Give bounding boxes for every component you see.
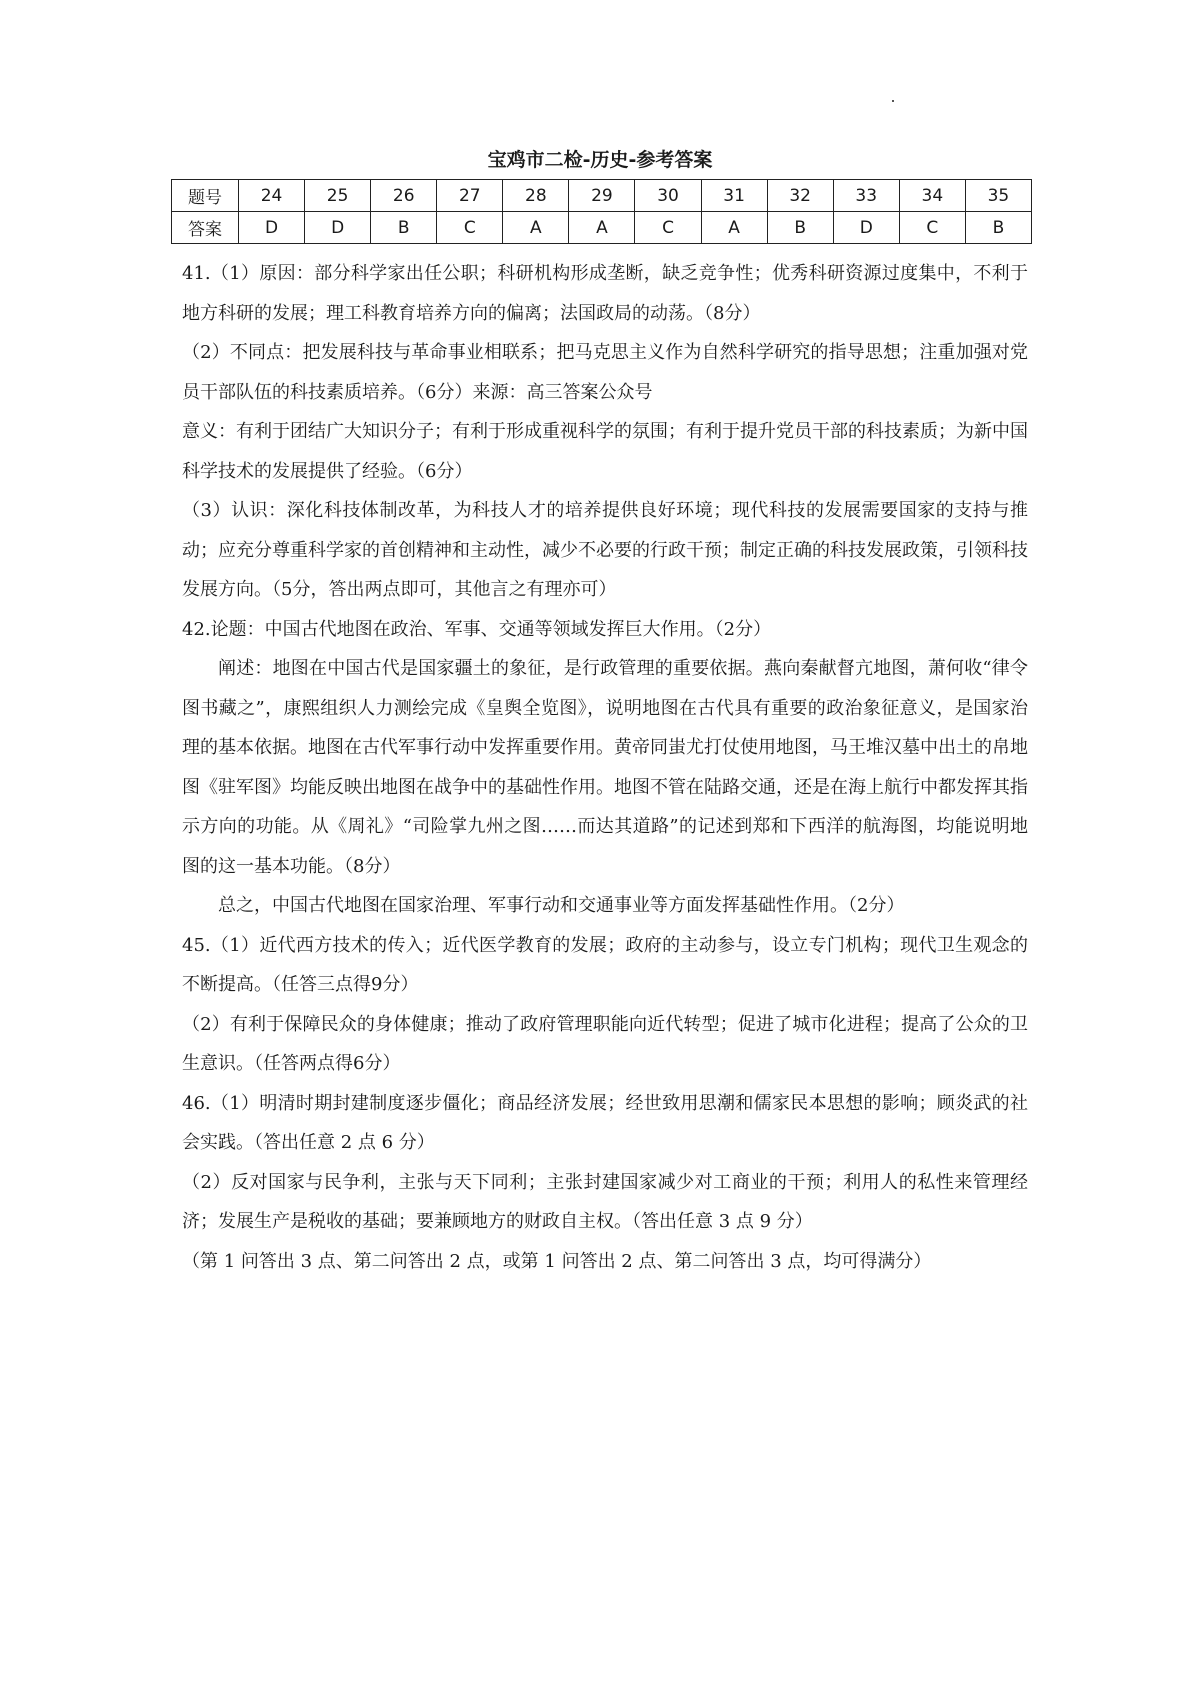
answer-cell: A xyxy=(701,212,767,244)
answer-row xyxy=(172,212,1032,244)
q41-part2-significance-paragraph: 意义：有利于团结广大知识分子；有利于形成重视科学的氛围；有利于提升党员干部的科技素质；为新中国科学技术的发展提供了经验。（6分） xyxy=(182,421,1028,482)
question-number-cell: 30 xyxy=(635,180,701,212)
answer-cell: A xyxy=(569,212,635,244)
q42-conclusion-paragraph: 总之，中国古代地图在国家治理、军事行动和交通事业等方面发挥基础性作用。（2分） xyxy=(218,895,905,916)
q45-part1-paragraph: 45.（1）近代西方技术的传入；近代医学教育的发展；政府的主动参与，设立专门机构；现代卫生观念的不断提高。（任答三点得9分） xyxy=(182,934,1028,995)
question-number-cell: 29 xyxy=(569,180,635,212)
answer-key-table xyxy=(171,179,1032,244)
q42-elaboration-paragraph: 阐述：地图在中国古代是国家疆土的象征，是行政管理的重要依据。燕向秦献督亢地图，萧何收“律令图书藏之”，康熙组织人力测绘完成《皇舆全览图》，说明地图在古代具有重要的政治象征意义，是国家治理的基本依据。地图在古代军事行动中发挥重要作用。黄帝同蚩尤打仗使用地图，马王堆汉墓中出土的帛地图《驻军图》均能反映出地图在战争中的基础性作用。地图不管在陆路交通，还是在海上航行中都发挥其指示方向的功能。从《周礼》“司险掌九州之图……而达其道路”的记述到郑和下西洋的航海图，均能说明地图的这一基本功能。（8分） xyxy=(182,658,1028,877)
answer-cell: D xyxy=(239,212,305,244)
answer-cell: C xyxy=(899,212,965,244)
answer-cell: A xyxy=(503,212,569,244)
q42-thesis-paragraph: 42.论题：中国古代地图在政治、军事、交通等领域发挥巨大作用。（2分） xyxy=(182,618,772,640)
q46-scoring-note-paragraph: （第 1 问答出 3 点、第二问答出 2 点，或第 1 问答出 2 点、第二问答出 3 点，均可得满分） xyxy=(182,1250,932,1272)
q46-part1-paragraph: 46.（1）明清时期封建制度逐步僵化；商品经济发展；经世致用思潮和儒家民本思想的影响；顾炎武的社会实践。（答出任意 2 点 6 分） xyxy=(182,1092,1028,1153)
answer-cell: C xyxy=(635,212,701,244)
answer-explanations xyxy=(182,254,1028,1281)
answer-cell: B xyxy=(371,212,437,244)
q41-part3-paragraph: （3）认识：深化科技体制改革，为科技人才的培养提供良好环境；现代科技的发展需要国家的支持与推动；应充分尊重科学家的首创精神和主动性，减少不必要的行政干预；制定正确的科技发展政策，引领科技发展方向。（5分，答出两点即可，其他言之有理亦可） xyxy=(182,500,1028,600)
answer-cell: C xyxy=(437,212,503,244)
question-number-cell: 32 xyxy=(767,180,833,212)
question-number-row xyxy=(172,180,1032,212)
question-number-cell: 24 xyxy=(239,180,305,212)
question-number-cell: 31 xyxy=(701,180,767,212)
q45-part2-paragraph: （2）有利于保障民众的身体健康；推动了政府管理职能向近代转型；促进了城市化进程；提高了公众的卫生意识。（任答两点得6分） xyxy=(182,1013,1028,1074)
q41-part1-paragraph: 41.（1）原因：部分科学家出任公职；科研机构形成垄断，缺乏竞争性；优秀科研资源过度集中，不利于地方科研的发展；理工科教育培养方向的偏离；法国政局的动荡。（8分） xyxy=(182,263,1028,324)
q41-part2-differences-paragraph: （2）不同点：把发展科技与革命事业相联系；把马克思主义作为自然科学研究的指导思想；注重加强对党员干部队伍的科技素质培养。（6分）来源：高三答案公众号 xyxy=(182,342,1028,403)
question-number-cell: 26 xyxy=(371,180,437,212)
answer-cell: D xyxy=(305,212,371,244)
question-number-cell: 34 xyxy=(899,180,965,212)
scan-dot xyxy=(892,100,894,102)
question-number-cell: 28 xyxy=(503,180,569,212)
q46-part2-paragraph: （2）反对国家与民争利，主张与天下同利；主张封建国家减少对工商业的干预；利用人的私性来管理经济；发展生产是税收的基础；要兼顾地方的财政自主权。（答出任意 3 点 9 分） xyxy=(182,1171,1028,1232)
answer-cell: B xyxy=(965,212,1031,244)
page-title: 宝鸡市二检-历史-参考答案 xyxy=(487,149,713,171)
question-number-cell: 27 xyxy=(437,180,503,212)
answer-label-cell: 答案 xyxy=(172,212,239,244)
answer-cell: B xyxy=(767,212,833,244)
answer-cell: D xyxy=(833,212,899,244)
question-number-cell: 33 xyxy=(833,180,899,212)
question-label-cell: 题号 xyxy=(172,180,239,212)
question-number-cell: 25 xyxy=(305,180,371,212)
question-number-cell: 35 xyxy=(965,180,1031,212)
